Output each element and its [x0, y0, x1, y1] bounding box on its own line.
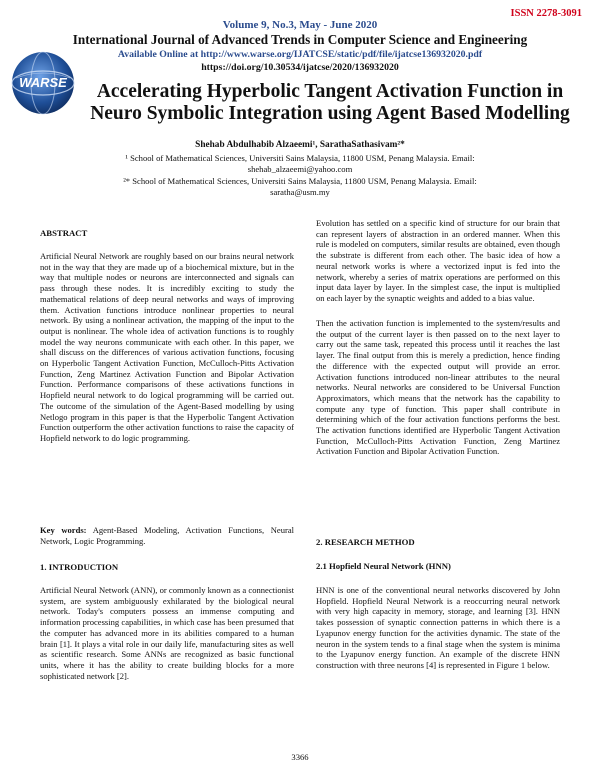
right-paragraph-1: Evolution has settled on a specific kind of structure for our brain that can represent layers of abstraction in an ordered manner. When this rule is modeled on computers, similar results are obtained, even though the substrate is different from each other. The basic idea of how a neural network works is where a vectorized input is fed into the network, whereby a series of matrix operations are performed on this input data layer by layer. In the simplest case, the input is multiplied on each layer by the synaptic weights and added to a bias value.	[316, 218, 560, 303]
logo-text: WARSE	[19, 75, 67, 90]
research-method-heading: 2. RESEARCH METHOD	[316, 537, 415, 547]
intro-body	[40, 585, 294, 681]
volume-info: Volume 9, No.3, May - June 2020	[222, 19, 378, 31]
author-1-email[interactable]: shehab_alzaeemi@yahoo.com	[247, 164, 353, 174]
affiliation-1	[60, 153, 540, 175]
doi-link[interactable]: https://doi.org/10.30534/ijatcse/2020/136932020	[201, 62, 399, 73]
availability-link[interactable]: Available Online at http://www.warse.org/IJATCSE/static/pdf/file/ijatcse136932020.pdf	[117, 49, 483, 60]
author-2-email[interactable]: saratha@usm.my	[270, 187, 330, 197]
keywords	[40, 525, 294, 546]
right-paragraph-3: HNN is one of the conventional neural networks discovered by John Hopfield. Hopfield Neural Network is a reoccurring neural network with very high capacity in memory, storage, and learning [3]. HNN takes possession of synaptic connection patterns in which there is a Lyapunov energy function for the activities dynamic. The state of the neuron in the system tends to a final stage when the system is minima to the Lyapunov energy function. An example of the discrete HNN construction with three neurons [4] is represented in Figure 1 below.	[316, 585, 560, 670]
keywords-label: Key words:	[40, 525, 87, 535]
journal-title: International Journal of Advanced Trends in Computer Science and Engineering	[72, 32, 528, 47]
abstract-heading: ABSTRACT	[40, 228, 88, 238]
page-number: 3366	[291, 752, 309, 762]
title-line-1: Accelerating Hyperbolic Tangent Activation Function in	[96, 81, 564, 102]
affiliation-2	[60, 176, 540, 198]
issn-label: ISSN 2278-3091	[510, 8, 582, 19]
affiliation-2-text: ²* School of Mathematical Sciences, Universiti Sains Malaysia, 11800 USM, Penang Malaysia. Email:	[123, 176, 477, 186]
keywords-text: Agent-Based Modeling, Activation Functions, Neural Network, Logic Programming.	[40, 525, 294, 546]
right-paragraph-2: Then the activation function is implemented to the system/results and the output of the current layer is then passed on to the next layer to carry out the same task, repeated this process until it reaches the last layer. The final output from this is merely a prediction, hence finding the difference with the expected output will provide an error. Activation functions introduced non-linear attributes to the neural networks. Neural networks are considered to be Universal Function Approximators, which means that the network has the capability to compute any type of function. This paper shall contribute in determining which of the four activation functions performs the best. The activation functions identified are Hyperbolic Tangent Activation Function, McCulloch-Pitts Activation Function, Zeng Martinez Activation Function and Bipolar Activation Function.	[316, 318, 560, 457]
title-line-2: Neuro Symbolic Integration using Agent Based Modelling	[90, 103, 570, 124]
affiliation-1-text: ¹ School of Mathematical Sciences, Universiti Sains Malaysia, 11800 USM, Penang Malaysia. Email:	[125, 153, 475, 163]
abstract-text: Artificial Neural Network are roughly based on our brains neural network not in the way that they are made up of a biochemical mixture, but in the way that multiple nodes or neurons are interconnected and signals can pass through these nodes. It is incredibly exciting to study the mathematical relations of deep neural networks and ways of improving them. Activation functions introduce nonlinear properties to neural network. By using a nonlinear activation, the mapping of the input to the output is nonlinear. The whole idea of activation functions is to roughly model the way neurons communicate with each other. In this paper, we shall discuss on the differences of various activation functions, focusing on Hyperbolic Tangent Activation Function, McCulloch-Pitts Activation Function, Zeng Martinez Activation Function and Bipolar Activation Function. Performance comparisons of these activations functions in Hopfield neural network to do logical programming will be carried out. The outcome of the simulation of the Agent-Based modelling by using Netlogo program in this paper is that the Hyperbolic Tangent Activation Function outperform the other activation functions to raise the capacity of Hopfield network to do logic programming.	[40, 251, 294, 443]
intro-text: Artificial Neural Network (ANN), or commonly known as a connectionist system, are system ambiguously exhilarated by the biological neural network. Today's computers possess an immense computing and information processing capabilities, in which case has been presumed that the computer has advanced more in its abilities compared to a human brain [1]. It plays a vital role in our daily life, manufacturing sites as well as scientific research. Some ANNs are recognized as basic functional units, where it has the ability to create building blocks for a more sophisticated network [2].	[40, 585, 294, 681]
abstract-body	[40, 251, 294, 444]
warse-logo	[8, 48, 78, 118]
intro-heading: 1. INTRODUCTION	[40, 562, 119, 572]
paper-title	[80, 81, 580, 125]
author-names: Shehab Abdulhabib Alzaeemi¹, SarathaSathasivam²*	[195, 140, 405, 150]
hopfield-heading: 2.1 Hopfield Neural Network (HNN)	[316, 561, 451, 571]
